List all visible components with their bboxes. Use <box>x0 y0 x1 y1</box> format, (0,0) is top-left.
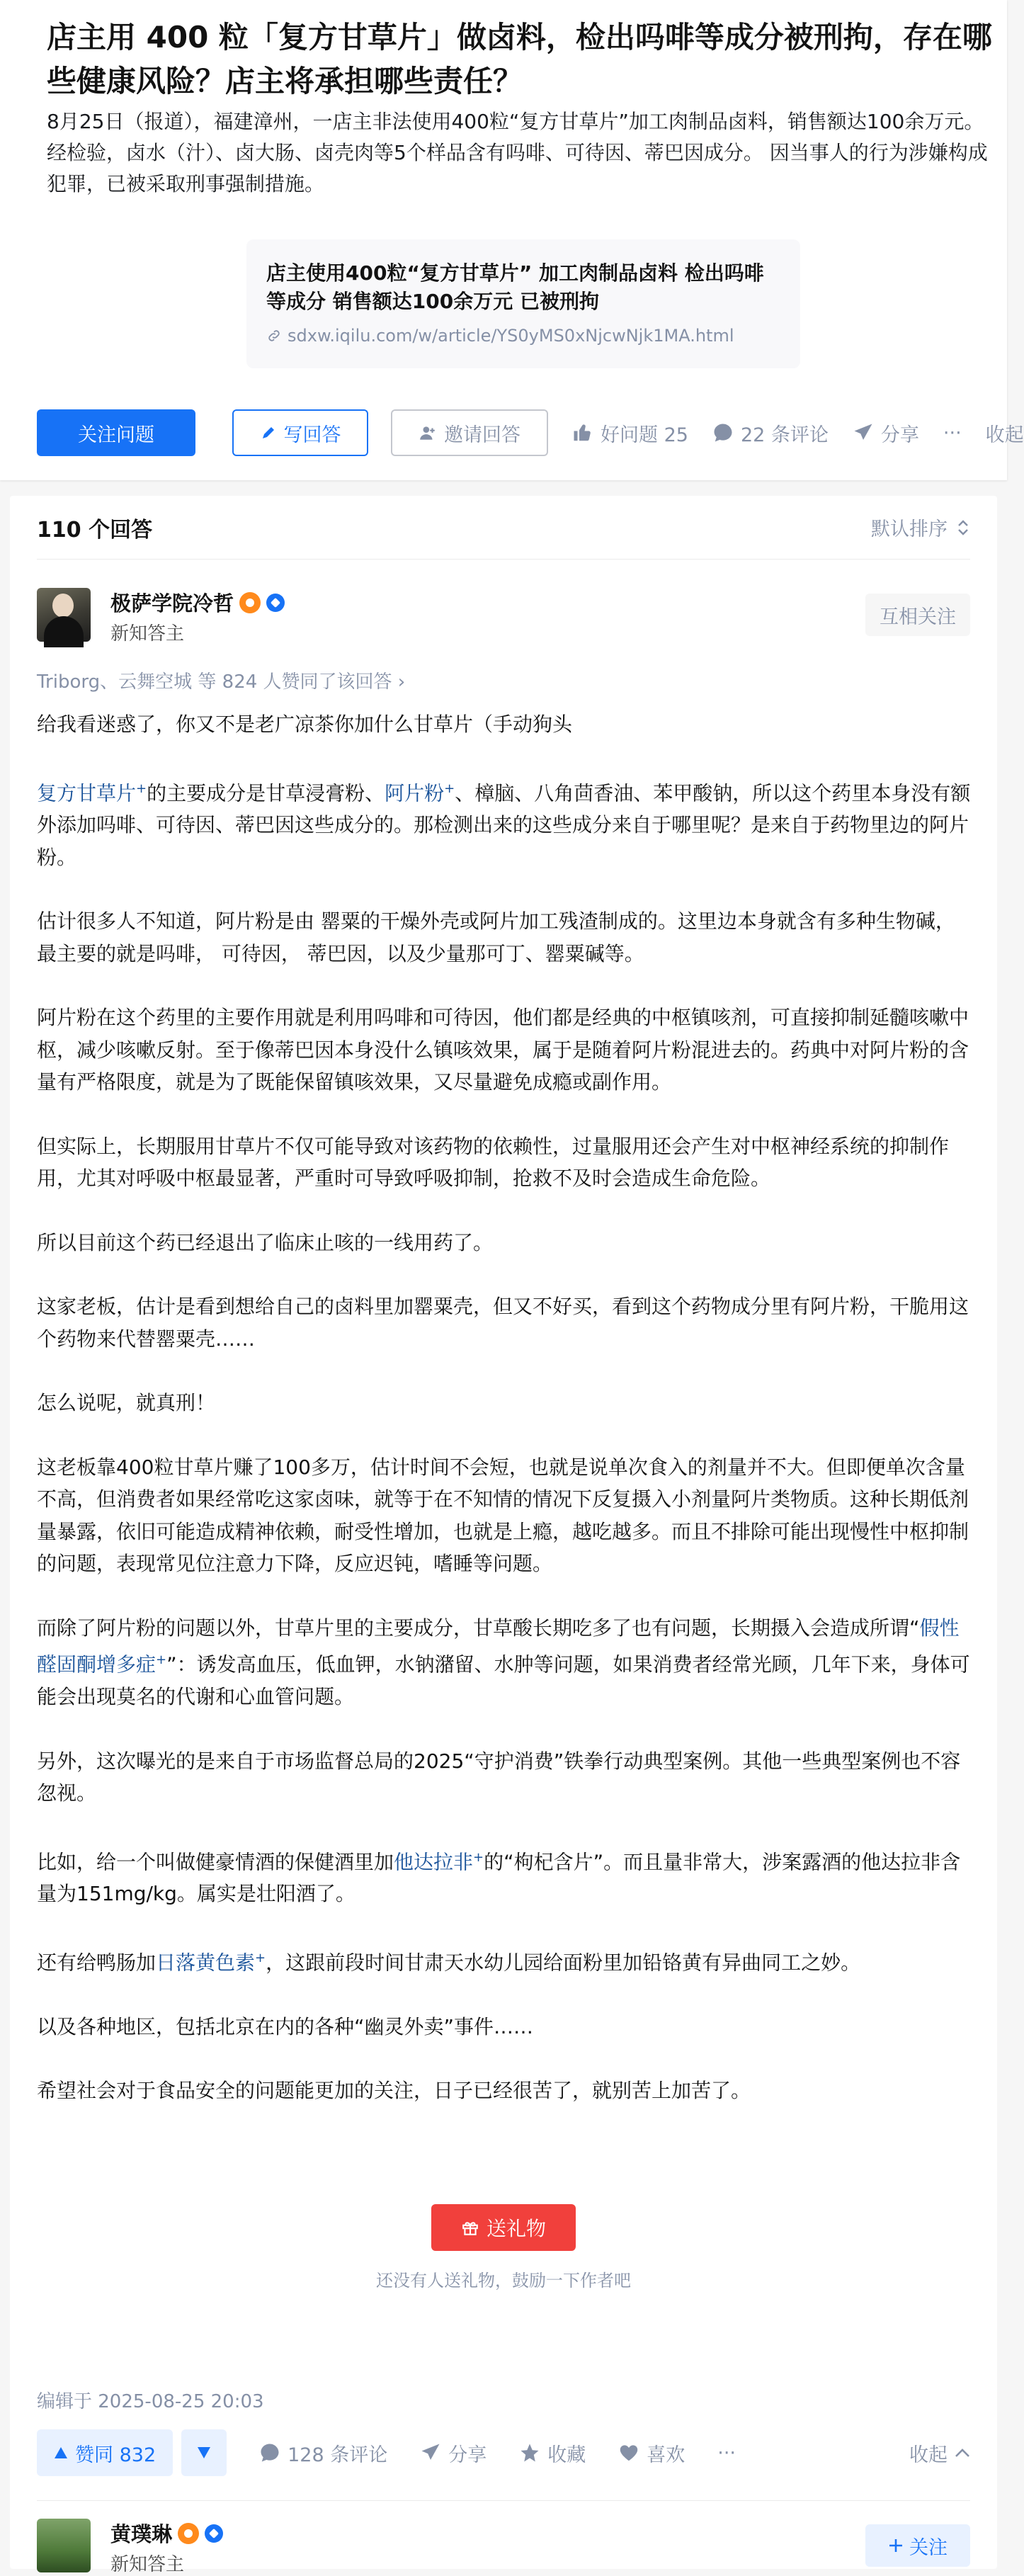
question-share-label: 分享 <box>880 424 919 446</box>
collapse-label: 收起 <box>909 2444 948 2466</box>
link-card-title: 店主使用400粒“复方甘草片” 加工肉制品卤料 检出吗啡等成分 销售额达100余万元 已被刑拘 <box>266 261 764 313</box>
favorite-button[interactable] <box>519 2439 586 2467</box>
question-comments-label: 22 条评论 <box>740 424 829 446</box>
paragraph-text: 比如，给一个叫做健豪情酒的保健酒里加 <box>37 1849 394 1873</box>
keyword-link[interactable]: 他达拉非 <box>394 1849 474 1873</box>
paragraph: 但实际上，长期服用甘草片不仅可能导致对该药物的依赖性，过量服用还会产生对中枢神经系统的抑制作用，尤其对呼吸中枢最显著，严重时可导致呼吸抑制，抢救不及时会造成生命危险。 <box>37 1134 950 1191</box>
send-gift-button[interactable] <box>431 2204 576 2251</box>
author-name[interactable]: 极萨学院冷哲 <box>110 591 234 615</box>
verified-badge-icon <box>266 594 285 612</box>
sort-label: 默认排序 <box>871 518 948 540</box>
paragraph: 这家老板，估计是看到想给自己的卤料里加罂粟壳，但又不好买，看到这个药物成分里有阿片粉，干脆用这个药物来代替罂粟壳…… <box>37 1295 969 1351</box>
answer-more-button[interactable]: ··· <box>717 2441 736 2464</box>
author-headline: 新知答主 <box>110 623 185 645</box>
triangle-up-icon <box>54 2446 68 2459</box>
answer-share-label: 分享 <box>448 2444 487 2466</box>
question-collapse-button[interactable]: 收起 <box>985 424 1024 446</box>
answers-header <box>37 496 970 560</box>
paragraph <box>37 773 972 874</box>
upvote-label: 赞同 832 <box>75 2444 157 2466</box>
heart-icon <box>618 2442 639 2463</box>
keyword-link[interactable]: 假性醛固酮增多症 <box>37 1616 960 1676</box>
paragraph: 给我看迷惑了，你又不是老广凉茶你加什么甘草片（手动狗头 <box>37 713 573 736</box>
answer-comments-label: 128 条评论 <box>288 2444 388 2466</box>
answer-author <box>37 588 970 645</box>
paragraph: 以及各种地区，包括北京在内的各种“幽灵外卖”事件…… <box>37 2014 534 2038</box>
answers-card <box>10 496 997 2575</box>
paragraph: 估计很多人不知道，阿片粉是由 罂粟的干燥外壳或阿片加工残渣制成的。这里边本身就含有多种生物碱，最主要的就是吗啡， 可待因， 蒂巴因，以及少量那可丁、罂粟碱等。 <box>37 909 955 965</box>
like-label: 喜欢 <box>647 2444 685 2466</box>
paragraph-text: ”：诱发高血压，低血钾，水钠潴留、水肿等问题，如果消费者经常光顾，几年下来，身体可能会出现莫名的代谢和心血管问题。 <box>37 1652 970 1709</box>
link-icon <box>266 328 282 344</box>
paragraph <box>37 1842 972 1910</box>
comment-bubble-icon <box>259 2442 280 2463</box>
share-paper-plane-icon <box>853 422 874 443</box>
verified-badge-icon <box>205 2524 223 2543</box>
good-question-label: 好问题 25 <box>601 424 688 446</box>
answers-count: 110 个回答 <box>37 517 153 543</box>
question-comments-button[interactable] <box>712 419 829 447</box>
follow-question-button[interactable]: 关注问题 <box>37 409 195 456</box>
answer-content <box>37 708 972 2139</box>
upvote-button[interactable] <box>37 2429 173 2476</box>
answer-collapse-button[interactable] <box>909 2439 970 2467</box>
gift-hint: 还没有人送礼物，鼓励一下作者吧 <box>376 2271 631 2291</box>
sort-updown-icon <box>956 518 970 537</box>
paragraph-text: 还有给鸭肠加 <box>37 1951 157 1975</box>
keyword-plus-icon: + <box>473 1849 484 1865</box>
creator-badge-icon <box>178 2523 199 2544</box>
link-card[interactable] <box>246 239 800 368</box>
invite-answer-label: 邀请回答 <box>444 424 520 446</box>
question-share-button[interactable] <box>853 419 919 447</box>
write-answer-button[interactable] <box>232 409 368 456</box>
question-actions <box>37 409 1024 456</box>
question-header <box>0 0 1024 480</box>
pen-icon <box>260 424 277 441</box>
link-card-url <box>266 326 780 346</box>
write-answer-label: 写回答 <box>283 424 341 446</box>
answer-share-button[interactable] <box>420 2439 487 2467</box>
mutual-follow-button[interactable]: 互相关注 <box>865 594 970 636</box>
keyword-link[interactable]: 阿片粉 <box>385 781 445 805</box>
question-more-button[interactable]: ··· <box>943 421 962 444</box>
good-question-button[interactable] <box>572 419 688 447</box>
author-name[interactable]: 黄璞琳 <box>110 2522 173 2546</box>
invite-user-icon <box>419 424 437 442</box>
link-card-url-text: sdxw.iqilu.com/w/article/YS0yMS0xNjcwNjk1MA.html <box>288 326 734 346</box>
keyword-plus-icon: + <box>156 1652 167 1668</box>
downvote-button[interactable] <box>181 2429 227 2476</box>
edited-time[interactable]: 编辑于 2025-08-25 20:03 <box>37 2391 264 2412</box>
paragraph-text: ，这跟前段时间甘肃天水幼儿园给面粉里加铅铬黄有异曲同工之妙。 <box>266 1951 861 1975</box>
keyword-plus-icon: + <box>444 781 455 796</box>
answer-comments-button[interactable] <box>259 2439 387 2467</box>
paragraph <box>37 1942 972 1979</box>
paragraph-text: 的主要成分是甘草浸膏粉、 <box>147 781 385 805</box>
keyword-plus-icon: + <box>255 1950 266 1965</box>
gift-section <box>10 2204 997 2291</box>
sort-dropdown[interactable] <box>871 514 970 541</box>
paragraph: 希望社会对于食品安全的问题能更加的关注，日子已经很苦了，就别苦上加苦了。 <box>37 2079 751 2103</box>
paragraph <box>37 1612 972 1713</box>
send-gift-label: 送礼物 <box>486 2217 546 2240</box>
paragraph: 怎么说呢，就真刑！ <box>37 1391 216 1415</box>
paragraph-text: 的“枸杞含片”。而且量非常大，涉案露酒的他达拉非含量为151mg/kg。属实是壮阳酒了。 <box>37 1849 961 1906</box>
author-headline: 新知答主 <box>110 2554 185 2575</box>
paragraph: 所以目前这个药已经退出了临床止咳的一线用药了。 <box>37 1230 494 1254</box>
chevron-up-icon <box>955 2448 970 2458</box>
favorite-label: 收藏 <box>547 2444 586 2466</box>
paragraph-text: 、樟脑、八角茴香油、苯甲酸钠，所以这个药里本身没有额外添加吗啡、可待因、蒂巴因这些成分的。那检测出来的这些成分来自于哪里呢？是来自于药物里边的阿片粉。 <box>37 781 971 869</box>
question-detail: 8月25日（报道），福建漳州，一店主非法使用400粒“复方甘草片”加工肉制品卤料，销售额达100余万元。经检验，卤水（汁）、卤大肠、卤壳肉等5个样品含有吗啡、可待因、蒂巴因成分。 因当事人的行为涉嫌构成犯罪，已被采取刑事强制措施。 <box>47 110 988 195</box>
author-name-row <box>110 2519 223 2548</box>
triangle-down-icon <box>197 2446 211 2459</box>
avatar[interactable] <box>37 2519 91 2572</box>
paragraph: 阿片粉在这个药里的主要作用就是利用吗啡和可待因，他们都是经典的中枢镇咳剂，可直接抑制延髓咳嗽中枢，减少咳嗽反射。至于像蒂巴因本身没什么镇咳效果，属于是随着阿片粉混进去的。药典中对阿片粉的含量有严格限度，就是为了既能保留镇咳效果，又尽量避免成瘾或副作用。 <box>37 1006 969 1094</box>
question-title[interactable]: 店主用 400 粒「复方甘草片」做卤料，检出吗啡等成分被刑拘，存在哪些健康风险？店主将承担哪些责任？ <box>47 20 992 98</box>
keyword-plus-icon: + <box>136 781 147 796</box>
keyword-link[interactable]: 复方甘草片 <box>37 781 137 805</box>
plus-icon <box>888 2538 904 2553</box>
avatar[interactable] <box>37 588 91 642</box>
creator-badge-icon <box>239 592 261 613</box>
paragraph: 这老板靠400粒甘草片赚了100多万，估计时间不会短，也就是说单次食入的剂量并不大。但即便单次含量不高，但消费者如果经常吃这家卤味，就等于在不知情的情况下反复摄入小剂量阿片类物质。这种长期低剂量暴露，依旧可能造成精神依赖，耐受性增加，也就是上瘾，越吃越多。而且不排除可能出现慢性中枢抑制的问题，表现常见位注意力下降，反应迟钝，嗜睡等问题。 <box>37 1455 969 1576</box>
comment-bubble-icon <box>712 422 734 443</box>
gift-icon <box>461 2218 479 2237</box>
follow-author-label: 关注 <box>909 2536 948 2559</box>
answer-author <box>37 2519 970 2575</box>
answer-divider <box>37 2500 970 2501</box>
author-name-row <box>110 588 285 617</box>
endorse-summary[interactable]: Triborg、云舞空城 等 824 人赞同了该回答 › <box>37 671 406 693</box>
answer-actions <box>37 2429 970 2476</box>
star-icon <box>519 2442 540 2463</box>
invite-answer-button[interactable] <box>391 409 548 456</box>
like-button[interactable] <box>618 2439 685 2467</box>
keyword-link[interactable]: 日落黄色素 <box>156 1951 256 1975</box>
thumbs-up-icon <box>572 422 593 443</box>
paragraph-text: 而除了阿片粉的问题以外，甘草片里的主要成分，甘草酸长期吃多了也有问题，长期摄入会造成所谓“ <box>37 1616 920 1640</box>
paragraph: 另外，这次曝光的是来自于市场监督总局的2025“守护消费”铁拳行动典型案例。其他一些典型案例也不容忽视。 <box>37 1749 961 1805</box>
share-paper-plane-icon <box>420 2442 441 2463</box>
follow-author-button[interactable] <box>865 2524 970 2567</box>
